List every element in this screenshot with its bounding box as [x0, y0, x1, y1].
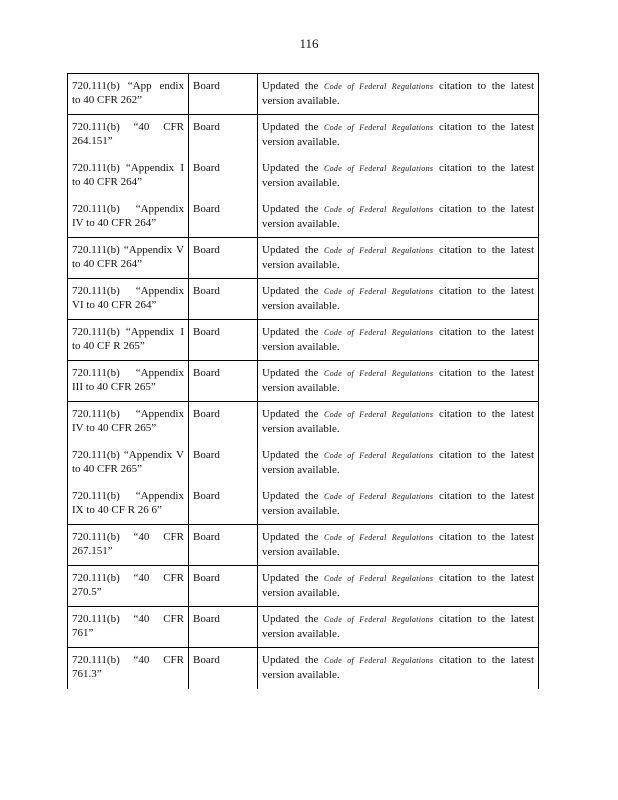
- desc-after: citation to the latest version available.: [262, 202, 535, 230]
- description-cell: [258, 156, 539, 197]
- page-number: 116: [299, 36, 319, 51]
- cfr-title: Code of Federal Regulations: [323, 246, 434, 255]
- party-cell: Board: [189, 320, 258, 361]
- description-cell: [258, 238, 539, 279]
- desc-after: citation to the latest version available.: [262, 244, 535, 271]
- table-row: [68, 484, 539, 525]
- description-cell: [258, 115, 539, 156]
- changes-table: [67, 73, 539, 689]
- section-cell: 720.111(b) “40 CFR 270.5”: [68, 566, 189, 607]
- desc-before: Updated the: [262, 244, 324, 256]
- desc-before: Updated the: [262, 285, 324, 297]
- party-cell: Board: [189, 115, 258, 156]
- desc-after: citation to the latest version available.: [262, 367, 535, 394]
- party-cell: Board: [189, 648, 258, 689]
- description-cell: [258, 320, 539, 361]
- section-cell: 720.111(b) “Appendix IV to 40 CFR 265”: [68, 402, 189, 443]
- cfr-title: Code of Federal Regulations: [323, 369, 434, 378]
- section-cell: 720.111(b) “Appendix V to 40 CFR 265”: [68, 443, 189, 484]
- section-cell: 720.111(b) “Appendix I to 40 CFR 264”: [68, 156, 189, 197]
- desc-before: Updated the: [262, 531, 324, 543]
- section-cell: 720.111(b) “Appendix I to 40 CF R 265”: [68, 320, 189, 361]
- table-row: [68, 115, 539, 156]
- section-cell: 720.111(b) “Appendix V to 40 CFR 264”: [68, 238, 189, 279]
- table-row: [68, 238, 539, 279]
- description-cell: [258, 402, 539, 443]
- section-cell: 720.111(b) “App endix to 40 CFR 262”: [68, 74, 189, 115]
- party-cell: Board: [189, 279, 258, 320]
- table-row: [68, 279, 539, 320]
- party-cell: Board: [189, 238, 258, 279]
- desc-before: Updated the: [262, 448, 324, 461]
- cfr-title: Code of Federal Regulations: [323, 533, 434, 542]
- section-cell: 720.111(b) “Appendix IV to 40 CFR 264”: [68, 197, 189, 238]
- table-row: [68, 607, 539, 648]
- desc-before: Updated the: [262, 408, 324, 420]
- desc-after: citation to the latest version available.: [262, 531, 535, 558]
- section-cell: 720.111(b) “40 CFR 761”: [68, 607, 189, 648]
- table-row: [68, 566, 539, 607]
- description-cell: [258, 74, 539, 115]
- section-cell: 720.111(b) “40 CFR 264.151”: [68, 115, 189, 156]
- desc-after: citation to the latest version available.: [262, 80, 535, 107]
- desc-after: citation to the latest version available.: [262, 161, 535, 189]
- description-cell: [258, 607, 539, 648]
- cfr-title: Code of Federal Regulations: [323, 287, 434, 296]
- description-cell: [258, 566, 539, 607]
- table-row: [68, 648, 539, 689]
- description-cell: [258, 197, 539, 238]
- section-cell: 720.111(b) “40 CFR 267.151”: [68, 525, 189, 566]
- desc-after: citation to the latest version available.: [262, 121, 535, 148]
- section-cell: 720.111(b) “Appendix IX to 40 CF R 26 6”: [68, 484, 189, 525]
- party-cell: Board: [189, 197, 258, 238]
- desc-before: Updated the: [262, 326, 324, 338]
- section-cell: 720.111(b) “40 CFR 761.3”: [68, 648, 189, 689]
- table-row: [68, 361, 539, 402]
- desc-after: citation to the latest version available.: [262, 613, 535, 640]
- table-row: [68, 74, 539, 115]
- cfr-title: Code of Federal Regulations: [323, 410, 434, 419]
- desc-after: citation to the latest version available.: [262, 489, 535, 517]
- party-cell: Board: [189, 443, 258, 484]
- party-cell: Board: [189, 361, 258, 402]
- description-cell: [258, 648, 539, 689]
- desc-after: citation to the latest version available.: [262, 654, 535, 681]
- cfr-title: Code of Federal Regulations: [323, 123, 434, 132]
- description-cell: [258, 279, 539, 320]
- desc-before: Updated the: [262, 367, 324, 379]
- table-row: [68, 197, 539, 238]
- desc-before: Updated the: [262, 161, 324, 174]
- desc-before: Updated the: [262, 489, 324, 502]
- desc-before: Updated the: [262, 613, 324, 625]
- desc-after: citation to the latest version available.: [262, 572, 535, 599]
- desc-after: citation to the latest version available.: [262, 326, 535, 353]
- party-cell: Board: [189, 607, 258, 648]
- desc-after: citation to the latest version available.: [262, 448, 535, 476]
- description-cell: [258, 361, 539, 402]
- table-row: [68, 402, 539, 443]
- section-cell: 720.111(b) “Appendix III to 40 CFR 265”: [68, 361, 189, 402]
- desc-before: Updated the: [262, 80, 324, 92]
- cfr-title: Code of Federal Regulations: [323, 615, 434, 624]
- cfr-title: Code of Federal Regulations: [323, 204, 434, 214]
- description-cell: [258, 525, 539, 566]
- cfr-title: Code of Federal Regulations: [323, 328, 434, 337]
- desc-before: Updated the: [262, 202, 324, 215]
- desc-after: citation to the latest version available.: [262, 408, 535, 435]
- party-cell: Board: [189, 484, 258, 525]
- desc-before: Updated the: [262, 572, 324, 584]
- table-row: [68, 525, 539, 566]
- table-row: [68, 320, 539, 361]
- table-row: [68, 443, 539, 484]
- cfr-title: Code of Federal Regulations: [323, 574, 434, 583]
- section-cell: 720.111(b) “Appendix VI to 40 CFR 264”: [68, 279, 189, 320]
- party-cell: Board: [189, 525, 258, 566]
- cfr-title: Code of Federal Regulations: [323, 450, 434, 460]
- cfr-title: Code of Federal Regulations: [323, 82, 434, 91]
- description-cell: [258, 484, 539, 525]
- party-cell: Board: [189, 156, 258, 197]
- desc-before: Updated the: [262, 121, 324, 133]
- cfr-title: Code of Federal Regulations: [323, 163, 434, 173]
- cfr-title: Code of Federal Regulations: [323, 656, 434, 665]
- desc-before: Updated the: [262, 654, 324, 666]
- cfr-title: Code of Federal Regulations: [323, 491, 434, 501]
- party-cell: Board: [189, 566, 258, 607]
- desc-after: citation to the latest version available.: [262, 285, 535, 312]
- description-cell: [258, 443, 539, 484]
- party-cell: Board: [189, 74, 258, 115]
- party-cell: Board: [189, 402, 258, 443]
- table-row: [68, 156, 539, 197]
